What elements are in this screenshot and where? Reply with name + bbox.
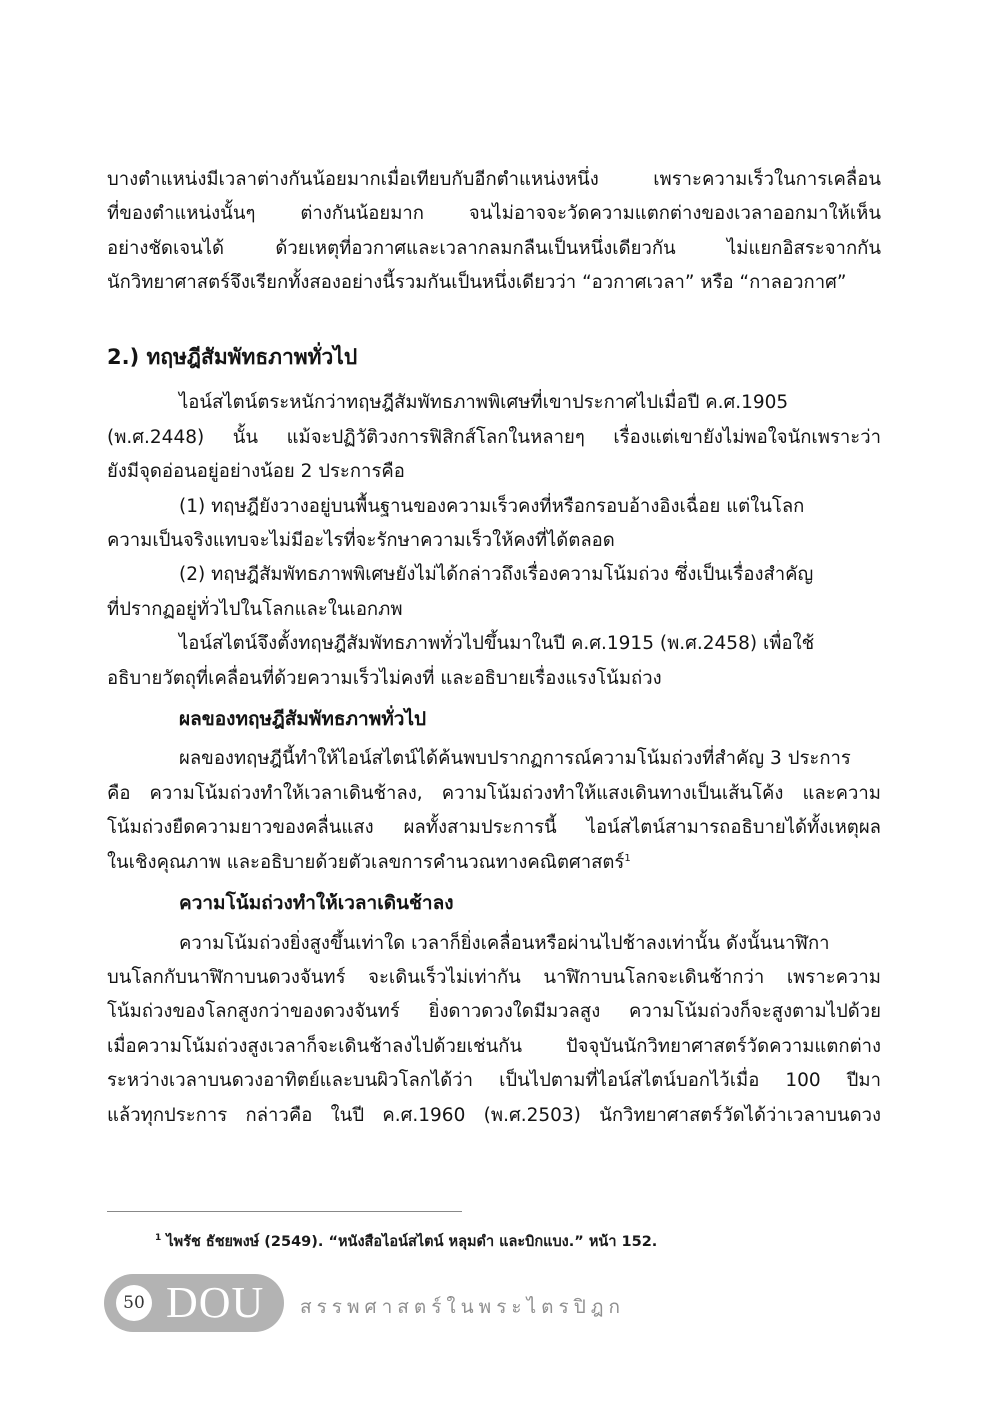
text-line: (พ.ศ.2448) นั้น แม้จะปฏิวัติวงการฟิสิกส์โลกในหลายๆ เรื่องแต่เขายังไม่พอใจนักเพราะว่า [107,426,881,448]
footnote [155,1230,657,1253]
subheading-effects: ผลของทฤษฎีสัมพัทธภาพทั่วไป [179,708,427,731]
text-line: ไอน์สไตน์จึงตั้งทฤษฎีสัมพัทธภาพทั่วไปขึ้นมาในปี ค.ศ.1915 (พ.ศ.2458) เพื่อใช้ [179,633,815,655]
footnote-text: ไพรัช ธัชยพงษ์ (2549). “หนังสือไอน์สไตน์ หลุมดำ และบิกแบง.” หน้า 152. [166,1234,658,1250]
text-line [107,846,881,880]
page-number: 50 [116,1285,152,1321]
text-line: (1) ทฤษฎียังวางอยู่บนพื้นฐานของความเร็วคงที่หรือกรอบอ้างอิงเฉื่อย แต่ในโลก [179,495,805,517]
text-line: อธิบายวัตถุที่เคลื่อนที่ด้วยความเร็วไม่คงที่ และอธิบายเรื่องแรงโน้มถ่วง [107,667,662,689]
text-line: โน้มถ่วงของโลกสูงกว่าของดวงจันทร์ ยิ่งดาวดวงใดมีมวลสูง ความโน้มถ่วงก็จะสูงตามไปด้วย [107,1001,881,1023]
page-footer [104,1274,704,1332]
text-line: ไอน์สไตน์ตระหนักว่าทฤษฎีสัมพัทธภาพพิเศษที่เขาประกาศไปเมื่อปี ค.ศ.1905 [179,392,789,414]
text-line: บนโลกกับนาฬิกาบนดวงจันทร์ จะเดินเร็วไม่เท่ากัน นาฬิกาบนโลกจะเดินช้ากว่า เพราะความ [107,966,881,988]
text-line: ผลของทฤษฎีนี้ทำให้ไอน์สไตน์ได้ค้นพบปรากฏการณ์ความโน้มถ่วงที่สำคัญ 3 ประการ [179,748,851,770]
intro-paragraph [107,163,881,301]
footnote-divider [107,1211,462,1212]
footnote-reference[interactable]: 1 [624,852,631,864]
footnote-number: 1 [155,1233,162,1244]
text-line-content: ในเชิงคุณภาพ และอธิบายด้วยตัวเลขการคำนวณทางคณิตศาสตร์ [107,851,625,873]
subheading-time-dilation: ความโน้มถ่วงทำให้เวลาเดินช้าลง [179,892,454,915]
text-line: อย่างชัดเจนได้ ด้วยเหตุที่อวกาศและเวลากลมกลืนเป็นหนึ่งเดียวกัน ไม่แยกอิสระจากกัน [107,237,881,259]
text-line: แล้วทุกประการ กล่าวคือ ในปี ค.ศ.1960 (พ.ศ.2503) นักวิทยาศาสตร์วัดได้ว่าเวลาบนดวง [107,1104,881,1126]
book-title: สรรพศาสตร์ในพระไตรปิฎก [300,1296,626,1318]
dou-logo: DOU [166,1278,265,1327]
text-line: (2) ทฤษฎีสัมพัทธภาพพิเศษยังไม่ได้กล่าวถึงเรื่องความโน้มถ่วง ซึ่งเป็นเรื่องสำคัญ [179,564,814,586]
text-line: ที่ของตำแหน่งนั้นๆ ต่างกันน้อยมาก จนไม่อาจจะวัดความแตกต่างของเวลาออกมาให้เห็น [107,203,881,225]
text-line: ที่ปรากฏอยู่ทั่วไปในโลกและในเอกภพ [107,598,403,620]
text-line: คือ ความโน้มถ่วงทำให้เวลาเดินช้าลง, ความโน้มถ่วงทำให้แสงเดินทางเป็นเส้นโค้ง และความ [107,782,881,804]
page-badge [104,1274,284,1332]
text-line: ความโน้มถ่วงยิ่งสูงขึ้นเท่าใด เวลาก็ยิ่งเคลื่อนหรือผ่านไปช้าลงเท่านั้น ดังนั้นนาฬิกา [179,932,830,954]
text-line: บางตำแหน่งมีเวลาต่างกันน้อยมากเมื่อเทียบกับอีกตำแหน่งหนึ่ง เพราะความเร็วในการเคลื่อน [107,169,881,190]
text-line: ยังมีจุดอ่อนอยู่อย่างน้อย 2 ประการคือ [107,461,405,483]
text-line: โน้มถ่วงยืดความยาวของคลื่นแสง ผลทั้งสามประการนี้ ไอน์สไตน์สามารถอธิบายได้ทั้งเหตุผล [107,817,881,839]
section-heading: 2.) ทฤษฎีสัมพัทธภาพทั่วไป [107,345,358,369]
text-line: นักวิทยาศาสตร์จึงเรียกทั้งสองอย่างนี้รวมกันเป็นหนึ่งเดียวว่า “อวกาศเวลา” หรือ “กาลอวกาศ” [107,272,847,294]
text-line: ความเป็นจริงแทบจะไม่มีอะไรที่จะรักษาความเร็วให้คงที่ได้ตลอด [107,530,615,552]
text-line: เมื่อความโน้มถ่วงสูงเวลาก็จะเดินช้าลงไปด้วยเช่นกัน ปัจจุบันนักวิทยาศาสตร์วัดความแตกต่าง [107,1035,881,1057]
text-line: ระหว่างเวลาบนดวงอาทิตย์และบนผิวโลกได้ว่า เป็นไปตามที่ไอน์สไตน์บอกไว้เมื่อ 100 ปีมา [107,1070,881,1092]
section-body [107,340,881,1133]
